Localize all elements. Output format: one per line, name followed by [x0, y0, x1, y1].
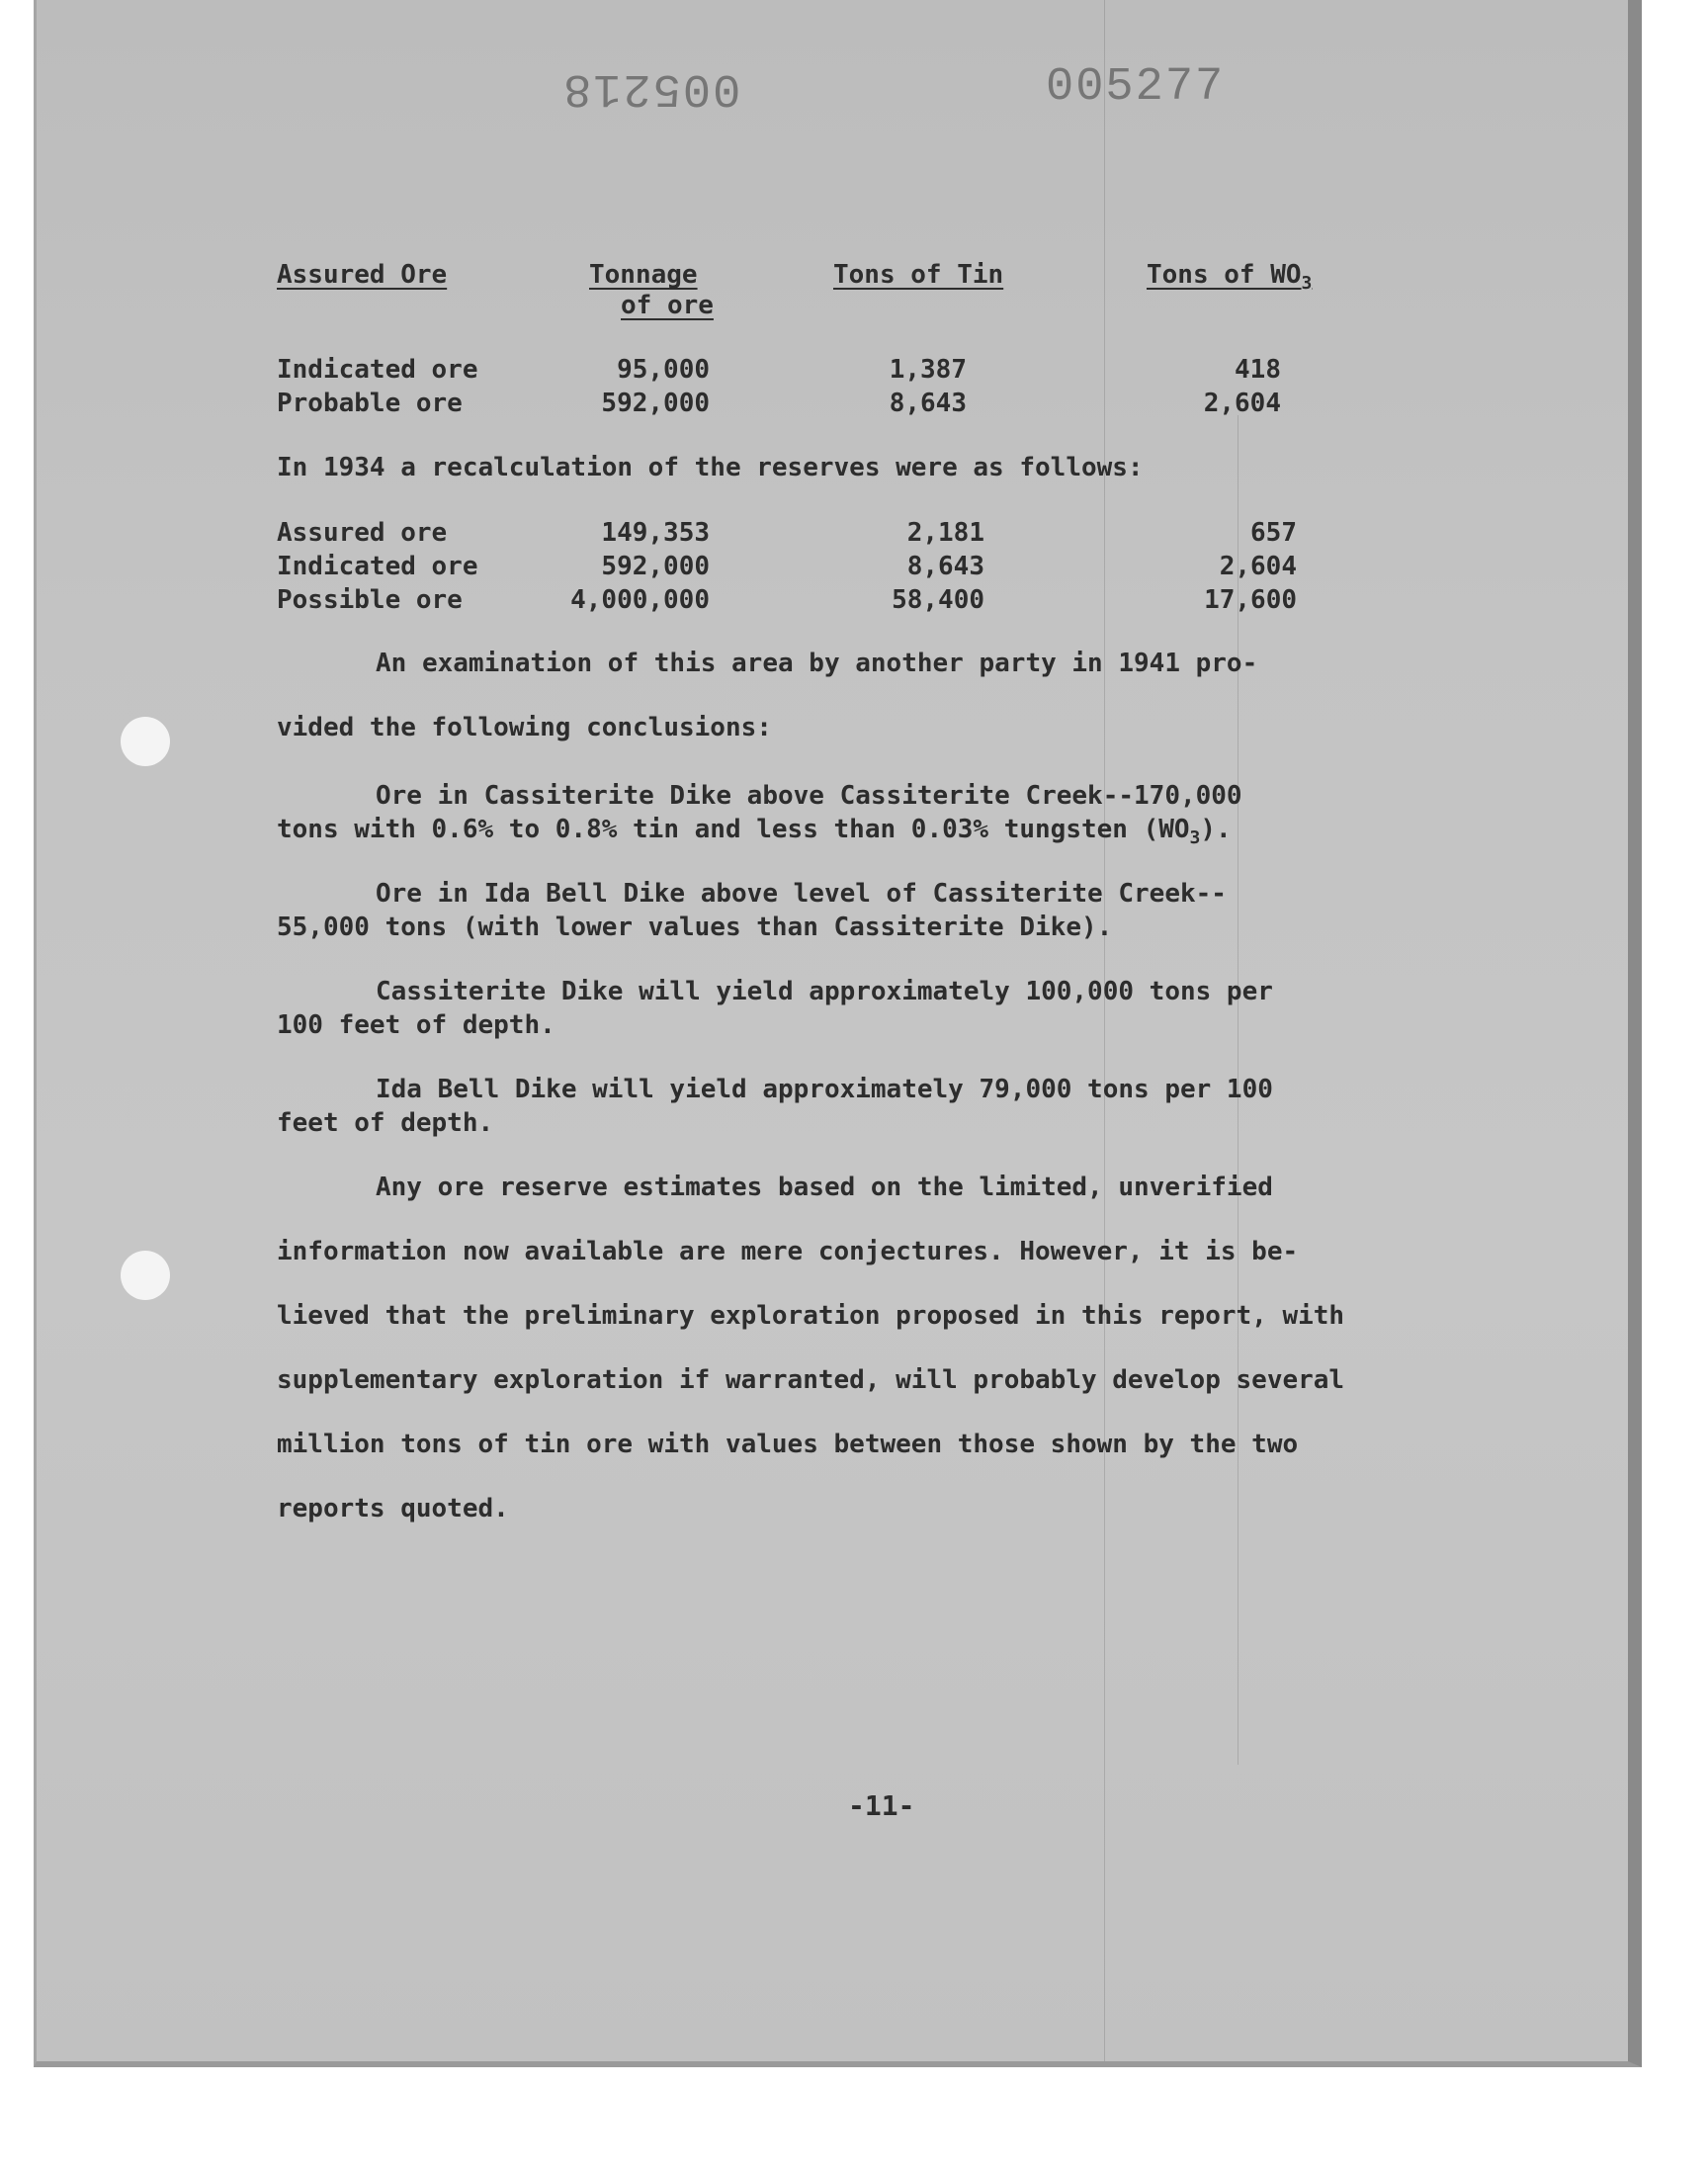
conclusion-4-line2: feet of depth.: [277, 1108, 494, 1138]
table2-row3-tin: 58,400: [892, 585, 984, 615]
table1-row2-tonnage: 592,000: [601, 389, 710, 418]
recalculation-intro: In 1934 a recalculation of the reserves were as follows:: [277, 453, 1144, 482]
final-paragraph-line5: million tons of tin ore with values between those shown by the two: [277, 1430, 1299, 1459]
table1-row1-tonnage: 95,000: [617, 355, 710, 385]
table2-row3-tonnage: 4,000,000: [570, 585, 710, 615]
fold-line: [1104, 0, 1105, 2061]
table1-row2-tin: 8,643: [889, 389, 967, 418]
final-paragraph-line4: supplementary exploration if warranted, will probably develop several: [277, 1365, 1345, 1395]
table2-row2-tin: 8,643: [906, 552, 984, 581]
scan-margin: [0, 2067, 1708, 2175]
page-number: -11-: [848, 1789, 915, 1822]
table1-row1-wo3: 418: [1235, 355, 1281, 385]
final-paragraph-line6: reports quoted.: [277, 1494, 509, 1523]
conclusion-2-line2: 55,000 tons (with lower values than Cassiterite Dike).: [277, 913, 1113, 942]
conclusion-3-line2: 100 feet of depth.: [277, 1010, 555, 1040]
conclusion-1-line1: Ore in Cassiterite Dike above Cassiterite Creek--170,000: [376, 781, 1242, 811]
table2-row1-label: Assured ore: [277, 518, 448, 548]
table-header-tons-wo3: Tons of $WO_3$: [1147, 260, 1313, 295]
exam-paragraph-line1: An examination of this area by another party in 1941 pro-: [376, 649, 1258, 678]
table1-row1-label: Indicated ore: [277, 355, 478, 385]
archive-stamp: 005277: [1046, 61, 1226, 114]
table1-row1-tin: 1,387: [889, 355, 967, 385]
conclusion-4-line1: Ida Bell Dike will yield approximately 79,000 tons per 100: [376, 1075, 1273, 1104]
conclusion-3-line1: Cassiterite Dike will yield approximately 100,000 tons per: [376, 977, 1273, 1006]
document-page: [34, 0, 1642, 2067]
table2-row3-label: Possible ore: [277, 585, 463, 615]
table2-row1-tin: 2,181: [906, 518, 984, 548]
punch-hole: [121, 1251, 170, 1300]
table1-row2-label: Probable ore: [277, 389, 463, 418]
table2-row2-wo3: 2,604: [1219, 552, 1297, 581]
conclusion-2-line1: Ore in Ida Bell Dike above level of Cassiterite Creek--: [376, 879, 1227, 909]
conclusion-1-line2: tons with 0.6% to 0.8% tin and less than 0.03% tungsten $(WO_3)$.: [277, 815, 1232, 849]
table2-row3-wo3: 17,600: [1204, 585, 1297, 615]
exam-paragraph-line2: vided the following conclusions:: [277, 713, 772, 742]
table1-row2-wo3: 2,604: [1203, 389, 1281, 418]
table2-row2-tonnage: 592,000: [601, 552, 710, 581]
archive-stamp-inverted: 005218: [561, 61, 741, 114]
final-paragraph-line2: information now available are mere conjectures. However, it is be-: [277, 1237, 1299, 1266]
table2-row1-tonnage: 149,353: [601, 518, 710, 548]
final-paragraph-line3: lieved that the preliminary exploration proposed in this report, with: [277, 1301, 1345, 1331]
punch-hole: [121, 717, 170, 766]
final-paragraph-line1: Any ore reserve estimates based on the limited, unverified: [376, 1173, 1273, 1202]
table-header-of-ore: of ore: [621, 291, 714, 320]
table-header-tonnage: Tonnage: [589, 260, 698, 290]
table2-row1-wo3: 657: [1250, 518, 1297, 548]
table2-row2-label: Indicated ore: [277, 552, 478, 581]
table-header-tons-tin: Tons of Tin: [833, 260, 1004, 290]
table-header-assured-ore: Assured Ore: [277, 260, 448, 290]
